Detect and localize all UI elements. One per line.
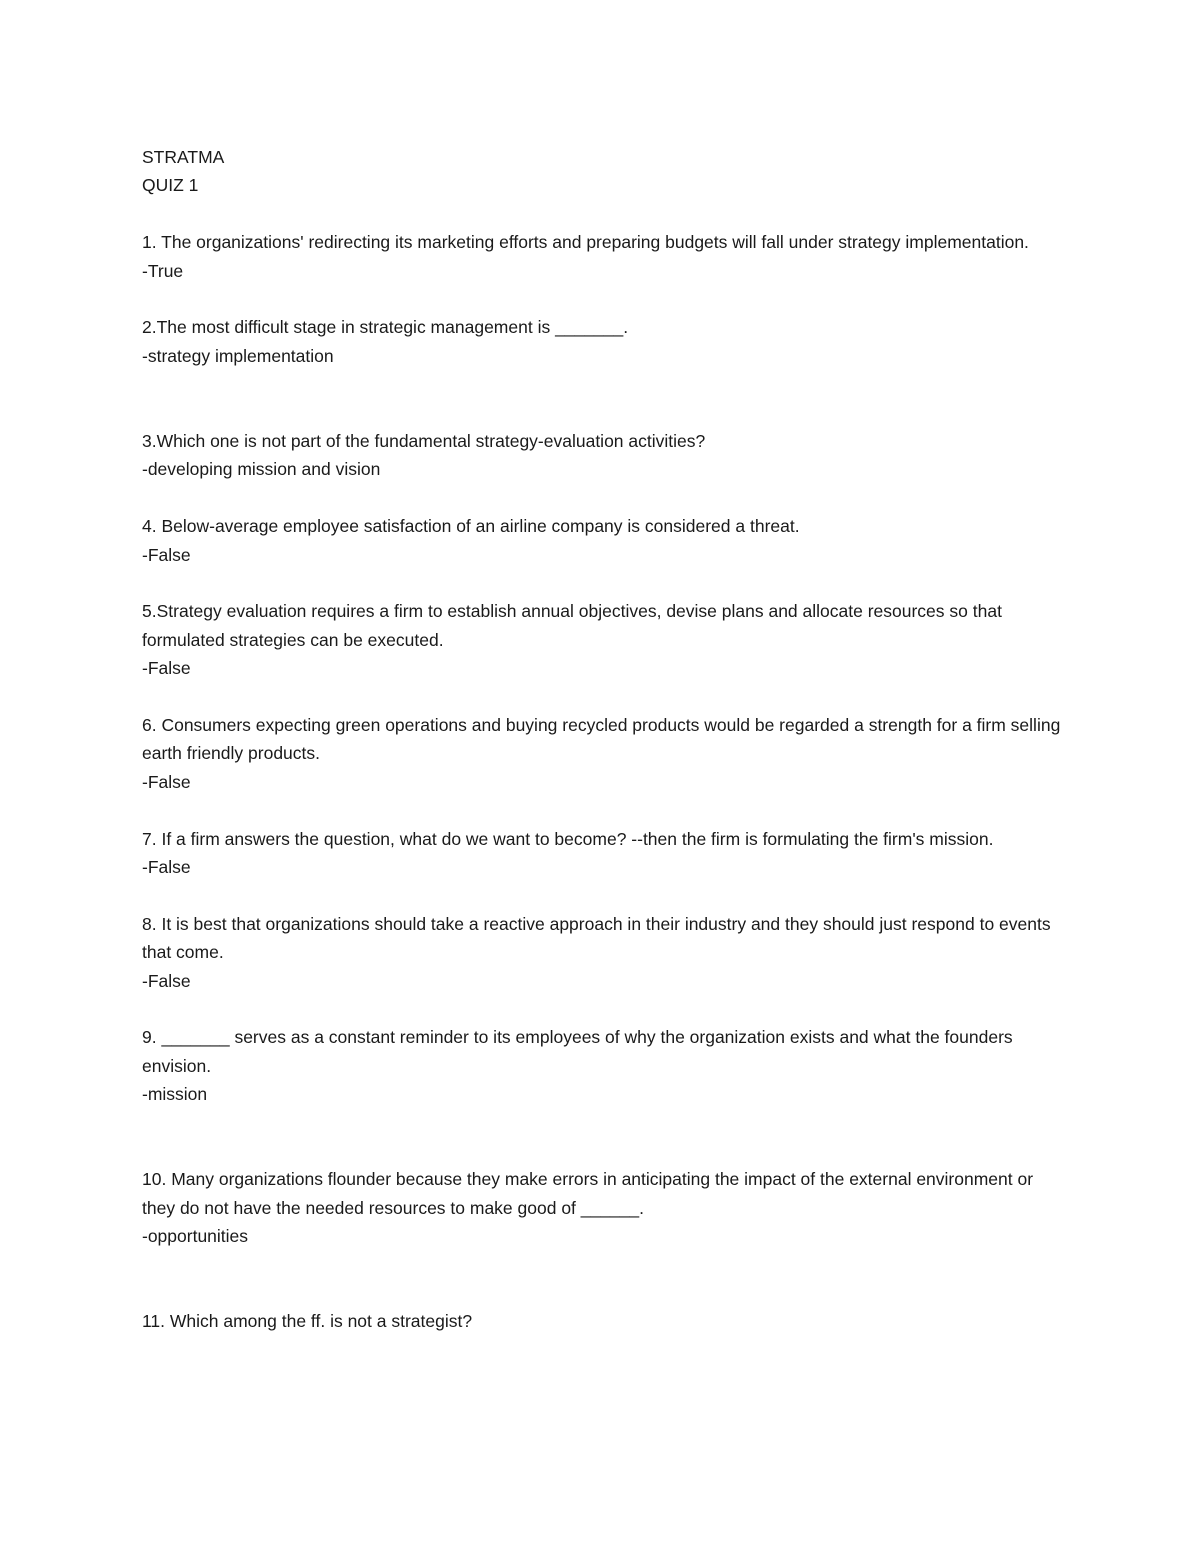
spacer — [142, 370, 1067, 427]
question-8: 8. It is best that organizations should take a reactive approach in their industry and they should just respond to events that come. — [142, 913, 1051, 963]
question-5: 5.Strategy evaluation requires a firm to establish annual objectives, devise plans and allocate resources so that formulated strategies can be executed. — [142, 601, 1002, 650]
answer-10: -opportunities — [142, 1226, 249, 1247]
question-2: 2.The most difficult stage in strategic management is _______. — [142, 317, 629, 338]
answer-6: -False — [142, 771, 191, 792]
answer-5: -False — [142, 658, 191, 679]
answer-9: -mission — [142, 1084, 208, 1105]
question-1: 1. The organizations' redirecting its marketing efforts and preparing budgets will fall under strategy implementation. — [142, 232, 1029, 253]
answer-4: -False — [142, 544, 191, 565]
spacer — [142, 1251, 1067, 1308]
spacer — [142, 683, 1067, 711]
question-11: 11. Which among the ff. is not a strategist? — [142, 1311, 473, 1332]
question-7: 7. If a firm answers the question, what do we want to become? --then the firm is formulating the firm's mission. — [142, 828, 994, 849]
spacer — [142, 881, 1067, 909]
question-6: 6. Consumers expecting green operations and buying recycled products would be regarded a strength for a firm selling earth friendly products. — [142, 715, 1061, 764]
question-9: 9. _______ serves as a constant reminder to its employees of why the organization exists and what the founders envision. — [142, 1027, 1013, 1076]
spacer — [142, 200, 1067, 228]
spacer — [142, 285, 1067, 313]
answer-1: -True — [142, 260, 184, 281]
answer-7: -False — [142, 857, 191, 878]
question-3: 3.Which one is not part of the fundamental strategy-evaluation activities? — [142, 431, 706, 452]
spacer — [142, 796, 1067, 824]
spacer — [142, 995, 1067, 1023]
spacer — [142, 484, 1067, 512]
answer-2: -strategy implementation — [142, 345, 334, 366]
document-body — [142, 143, 1067, 1336]
answer-3: -developing mission and vision — [142, 459, 381, 480]
spacer — [142, 1109, 1067, 1166]
course-code: STRATMA — [142, 147, 225, 167]
quiz-title: QUIZ 1 — [142, 175, 199, 196]
question-10: 10. Many organizations flounder because they make errors in anticipating the impact of the external environment or they do not have the needed resources to make good of ______. — [142, 1169, 1034, 1218]
answer-8: -False — [142, 970, 191, 991]
spacer — [142, 569, 1067, 597]
question-4: 4. Below-average employee satisfaction of an airline company is considered a threat. — [142, 516, 800, 537]
